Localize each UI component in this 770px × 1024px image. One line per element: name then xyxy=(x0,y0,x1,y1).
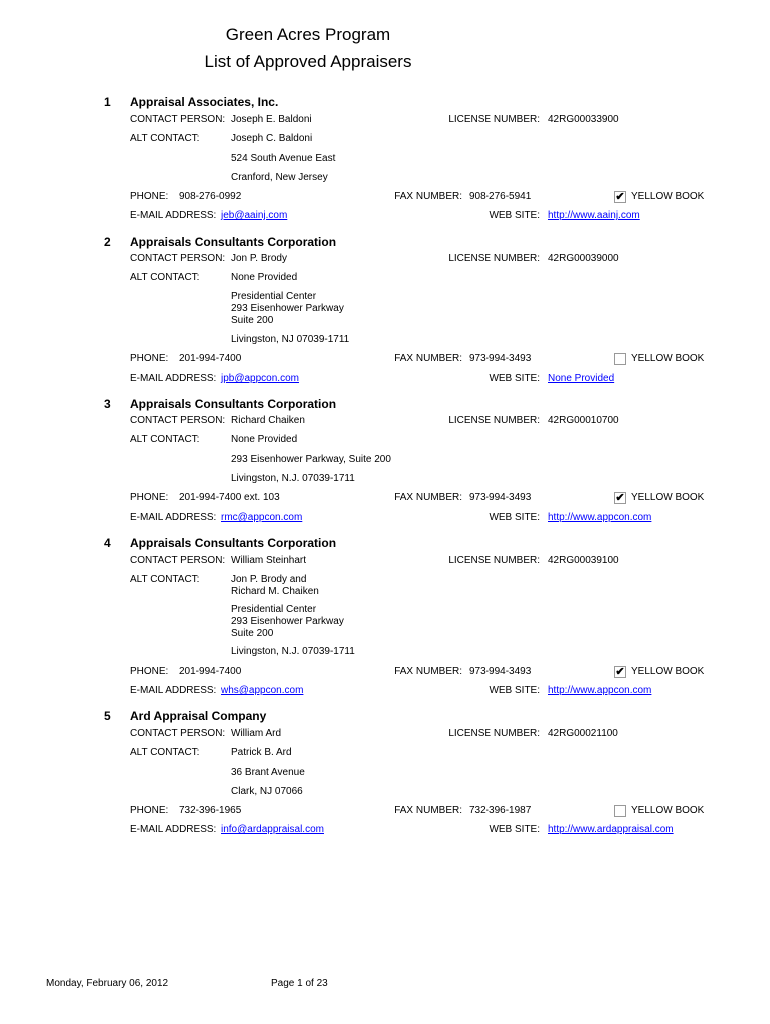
alt-contact-value: None Provided xyxy=(231,272,298,283)
city-address: Livingston, NJ 07039-1711 xyxy=(231,334,350,345)
alt-contact-value: None Provided xyxy=(231,434,298,445)
yellow-book-checkbox[interactable]: ✔ xyxy=(615,191,625,203)
yellow-book-checkbox[interactable]: ✔ xyxy=(615,666,625,678)
license-number-value: 42RG00033900 xyxy=(548,114,619,125)
phone-value: 201-994-7400 xyxy=(179,353,242,364)
email-label: E-MAIL ADDRESS: xyxy=(130,824,217,835)
phone-label: PHONE: xyxy=(130,191,169,202)
yellow-book-label: YELLOW BOOK xyxy=(631,191,705,202)
phone-value: 732-396-1965 xyxy=(179,805,242,816)
phone-label: PHONE: xyxy=(130,492,169,503)
license-number-value: 42RG00010700 xyxy=(548,415,619,426)
city-address: Clark, NJ 07066 xyxy=(231,786,303,797)
alt-contact-label: ALT CONTACT: xyxy=(130,434,200,445)
yellow-book-checkbox[interactable] xyxy=(614,805,626,817)
alt-contact-label: ALT CONTACT: xyxy=(130,272,200,283)
fax-number-label: FAX NUMBER: xyxy=(394,353,462,364)
email-label: E-MAIL ADDRESS: xyxy=(130,685,217,696)
website-link[interactable]: http://www.appcon.com xyxy=(548,512,652,523)
email-link[interactable]: whs@appcon.com xyxy=(221,685,304,696)
alt-contact-label: ALT CONTACT: xyxy=(130,747,200,758)
entry-number: 2 xyxy=(104,235,111,249)
license-number-label: LICENSE NUMBER: xyxy=(448,555,540,566)
entry-number: 1 xyxy=(104,95,111,109)
alt-contact-value: Joseph C. Baldoni xyxy=(231,133,313,144)
page-title: Green Acres Program xyxy=(225,25,391,44)
website-label: WEB SITE: xyxy=(489,512,540,523)
yellow-book-checkbox[interactable]: ✔ xyxy=(615,492,625,504)
fax-number-value: 973-994-3493 xyxy=(469,666,532,677)
phone-label: PHONE: xyxy=(130,666,169,677)
contact-person-value: Jon P. Brody xyxy=(231,253,287,264)
city-address: Livingston, N.J. 07039-1711 xyxy=(231,646,355,657)
fax-number-value: 732-396-1987 xyxy=(469,805,532,816)
fax-number-label: FAX NUMBER: xyxy=(394,666,462,677)
page-subtitle: List of Approved Appraisers xyxy=(204,52,412,71)
contact-person-value: Joseph E. Baldoni xyxy=(231,114,312,125)
fax-number-value: 908-276-5941 xyxy=(469,191,532,202)
email-link[interactable]: rmc@appcon.com xyxy=(221,512,303,523)
website-link[interactable]: None Provided xyxy=(548,373,615,384)
license-number-label: LICENSE NUMBER: xyxy=(448,114,540,125)
alt-contact-label: ALT CONTACT: xyxy=(130,574,200,585)
city-address: Cranford, New Jersey xyxy=(231,172,328,183)
fax-number-label: FAX NUMBER: xyxy=(394,492,462,503)
contact-person-value: William Steinhart xyxy=(231,555,307,566)
license-number-value: 42RG00021100 xyxy=(548,728,618,739)
website-link[interactable]: http://www.appcon.com xyxy=(548,685,652,696)
contact-person-label: CONTACT PERSON: xyxy=(130,555,226,566)
license-number-value: 42RG00039000 xyxy=(548,253,619,264)
contact-person-label: CONTACT PERSON: xyxy=(130,728,226,739)
email-link[interactable]: info@ardappraisal.com xyxy=(221,824,324,835)
license-number-value: 42RG00039100 xyxy=(548,555,619,566)
city-address: Livingston, N.J. 07039-1711 xyxy=(231,473,355,484)
street-address: 293 Eisenhower Parkway, Suite 200 xyxy=(231,454,391,465)
fax-number-value: 973-994-3493 xyxy=(469,492,532,503)
email-link[interactable]: jpb@appcon.com xyxy=(221,373,299,384)
yellow-book-label: YELLOW BOOK xyxy=(631,353,705,364)
footer-date: Monday, February 06, 2012 xyxy=(46,978,169,989)
phone-label: PHONE: xyxy=(130,353,169,364)
street-address: Presidential Center 293 Eisenhower Parkway Suite 200 xyxy=(231,604,344,639)
fax-number-label: FAX NUMBER: xyxy=(394,805,462,816)
alt-contact-value: Jon P. Brody and Richard M. Chaiken xyxy=(231,574,319,597)
website-link[interactable]: http://www.aainj.com xyxy=(548,210,640,221)
fax-number-value: 973-994-3493 xyxy=(469,353,532,364)
phone-label: PHONE: xyxy=(130,805,169,816)
contact-person-label: CONTACT PERSON: xyxy=(130,114,226,125)
website-label: WEB SITE: xyxy=(489,373,540,384)
website-label: WEB SITE: xyxy=(489,824,540,835)
website-label: WEB SITE: xyxy=(489,210,540,221)
entry-company-name: Ard Appraisal Company xyxy=(130,709,267,723)
license-number-label: LICENSE NUMBER: xyxy=(448,415,540,426)
entry-company-name: Appraisals Consultants Corporation xyxy=(130,397,337,411)
entry-company-name: Appraisals Consultants Corporation xyxy=(130,536,337,550)
yellow-book-label: YELLOW BOOK xyxy=(631,805,705,816)
email-label: E-MAIL ADDRESS: xyxy=(130,210,217,221)
website-label: WEB SITE: xyxy=(489,685,540,696)
yellow-book-label: YELLOW BOOK xyxy=(631,666,705,677)
license-number-label: LICENSE NUMBER: xyxy=(448,728,540,739)
street-address: Presidential Center 293 Eisenhower Parkway Suite 200 xyxy=(231,291,344,326)
phone-value: 908-276-0992 xyxy=(179,191,242,202)
yellow-book-label: YELLOW BOOK xyxy=(631,492,705,503)
phone-value: 201-994-7400 xyxy=(179,666,242,677)
email-label: E-MAIL ADDRESS: xyxy=(130,512,217,523)
website-link[interactable]: http://www.ardappraisal.com xyxy=(548,824,674,835)
phone-value: 201-994-7400 ext. 103 xyxy=(179,492,280,503)
entry-number: 4 xyxy=(104,536,111,550)
entry-company-name: Appraisal Associates, Inc. xyxy=(130,95,279,109)
email-link[interactable]: jeb@aainj.com xyxy=(221,210,288,221)
street-address: 36 Brant Avenue xyxy=(231,767,305,778)
alt-contact-value: Patrick B. Ard xyxy=(231,747,292,758)
email-label: E-MAIL ADDRESS: xyxy=(130,373,217,384)
entry-company-name: Appraisals Consultants Corporation xyxy=(130,235,337,249)
fax-number-label: FAX NUMBER: xyxy=(394,191,462,202)
contact-person-value: William Ard xyxy=(231,728,282,739)
contact-person-label: CONTACT PERSON: xyxy=(130,253,226,264)
entry-number: 3 xyxy=(104,397,111,411)
license-number-label: LICENSE NUMBER: xyxy=(448,253,540,264)
entry-number: 5 xyxy=(104,709,111,723)
street-address: 524 South Avenue East xyxy=(231,153,336,164)
contact-person-value: Richard Chaiken xyxy=(231,415,305,426)
footer-page-number: Page 1 of 23 xyxy=(271,978,328,989)
contact-person-label: CONTACT PERSON: xyxy=(130,415,226,426)
yellow-book-checkbox[interactable] xyxy=(614,353,626,365)
alt-contact-label: ALT CONTACT: xyxy=(130,133,200,144)
